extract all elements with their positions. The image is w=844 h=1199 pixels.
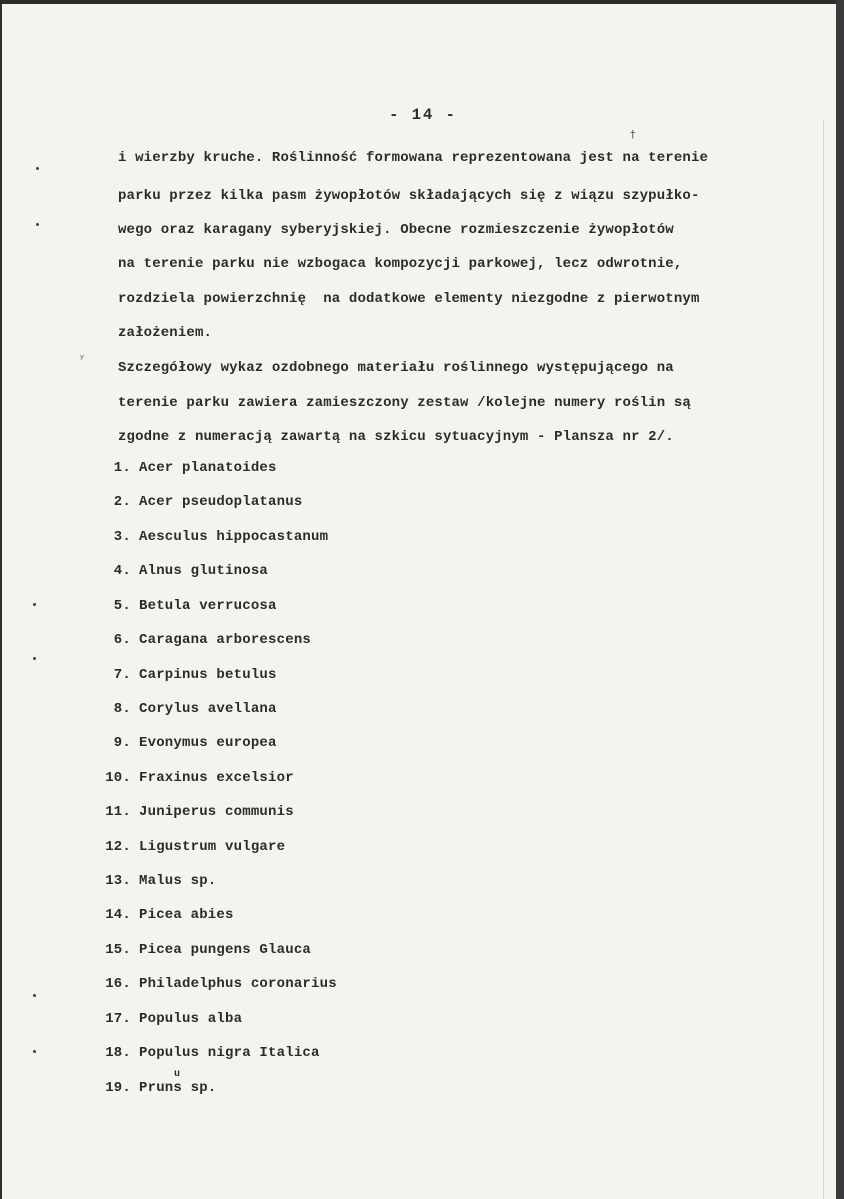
plant-list-item — [93, 598, 277, 614]
plant-number: 15. — [105, 942, 131, 958]
plant-list-item — [93, 735, 277, 751]
plant-list-item — [93, 701, 277, 717]
plant-name: Corylus avellana — [139, 701, 277, 717]
plant-number: 8. — [113, 701, 131, 717]
plant-name: Evonymus europea — [139, 735, 277, 751]
plant-name: Betula verrucosa — [139, 598, 277, 614]
plant-name: Acer pseudoplatanus — [139, 494, 303, 510]
plant-list-item — [93, 1045, 320, 1061]
plant-number: 2. — [113, 494, 131, 510]
paragraph1-line-5: rozdziela powierzchnię na dodatkowe elementy niezgodne z pierwotnym — [118, 291, 700, 307]
plant-number: 17. — [105, 1011, 131, 1027]
paragraph2-line-2: terenie parku zawiera zamieszczony zestaw /kolejne numery roślin są — [118, 395, 691, 411]
plant-number: 19. — [105, 1080, 131, 1096]
plant-name: Populus alba — [139, 1011, 243, 1027]
paragraph1-line-3: wego oraz karagany syberyjskiej. Obecne rozmieszczenie żywopłotów — [118, 222, 674, 238]
margin-dot — [33, 603, 36, 606]
plant-list-item — [93, 907, 234, 923]
plant-number: 1. — [113, 460, 131, 476]
margin-dot — [33, 1050, 36, 1053]
plant-list-item — [93, 667, 277, 683]
plant-number: 6. — [113, 632, 131, 648]
pencil-mark: † — [630, 128, 636, 141]
plant-list-item — [93, 1080, 216, 1096]
plant-list-item — [93, 494, 302, 510]
handwritten-insert-mark: u — [174, 1069, 181, 1080]
plant-list-item — [93, 563, 268, 579]
plant-list-item — [93, 460, 277, 476]
scan-edge — [836, 0, 844, 1199]
plant-number: 16. — [105, 976, 131, 992]
plant-number: 12. — [105, 839, 131, 855]
paragraph1-line-4: na terenie parku nie wzbogaca kompozycji parkowej, lecz odwrotnie, — [118, 256, 683, 272]
plant-name: Carpinus betulus — [139, 667, 277, 683]
plant-list-item — [93, 839, 285, 855]
paragraph1-line-1: i wierzby kruche. Roślinność formowana reprezentowana jest na terenie — [118, 150, 709, 166]
plant-list-item — [93, 632, 311, 648]
paragraph2-line-1: Szczegółowy wykaz ozdobnego materiału roślinnego występującego na — [118, 360, 674, 376]
plant-name: Picea pungens Glauca — [139, 942, 312, 958]
plant-name: Juniperus communis — [139, 804, 294, 820]
plant-list-item — [93, 770, 294, 786]
plant-list-item — [93, 529, 328, 545]
plant-name: Picea abies — [139, 907, 234, 923]
page-fold-line — [823, 120, 824, 1199]
plant-number: 3. — [113, 529, 131, 545]
page-number — [0, 106, 836, 124]
page-number-text: - 14 - — [389, 106, 457, 124]
plant-number: 14. — [105, 907, 131, 923]
plant-name: Caragana arborescens — [139, 632, 312, 648]
plant-name: Philadelphus coronarius — [139, 976, 337, 992]
plant-number: 13. — [105, 873, 131, 889]
plant-name: Populus nigra Italica — [139, 1045, 320, 1061]
plant-number: 9. — [113, 735, 131, 751]
plant-number: 11. — [105, 804, 131, 820]
margin-dot — [33, 657, 36, 660]
plant-name: Ligustrum vulgare — [139, 839, 286, 855]
plant-list-item — [93, 804, 294, 820]
plant-list-item — [93, 942, 311, 958]
plant-name: Alnus glutinosa — [139, 563, 269, 579]
plant-number: 18. — [105, 1045, 131, 1061]
margin-dot — [36, 223, 39, 226]
margin-dot — [33, 994, 36, 997]
plant-name: Aesculus hippocastanum — [139, 529, 329, 545]
margin-pencil-tick: ʸ — [80, 352, 85, 365]
plant-list-item — [93, 976, 337, 992]
paragraph1-line-2: parku przez kilka pasm żywopłotów składających się z wiązu szypułko- — [118, 188, 700, 204]
plant-list-item — [93, 1011, 242, 1027]
margin-dot — [36, 167, 39, 170]
paragraph2-line-3: zgodne z numeracją zawartą na szkicu sytuacyjnym - Plansza nr 2/. — [118, 429, 674, 445]
plant-number: 4. — [113, 563, 131, 579]
plant-number: 5. — [113, 598, 131, 614]
paragraph1-line-6: założeniem. — [118, 325, 213, 341]
plant-name: Acer planatoides — [139, 460, 277, 476]
plant-name: Fraxinus excelsior — [139, 770, 294, 786]
plant-number: 10. — [105, 770, 131, 786]
plant-number: 7. — [113, 667, 131, 683]
plant-list-item — [93, 873, 216, 889]
plant-name: Pruns sp. — [139, 1080, 217, 1096]
plant-name: Malus sp. — [139, 873, 217, 889]
